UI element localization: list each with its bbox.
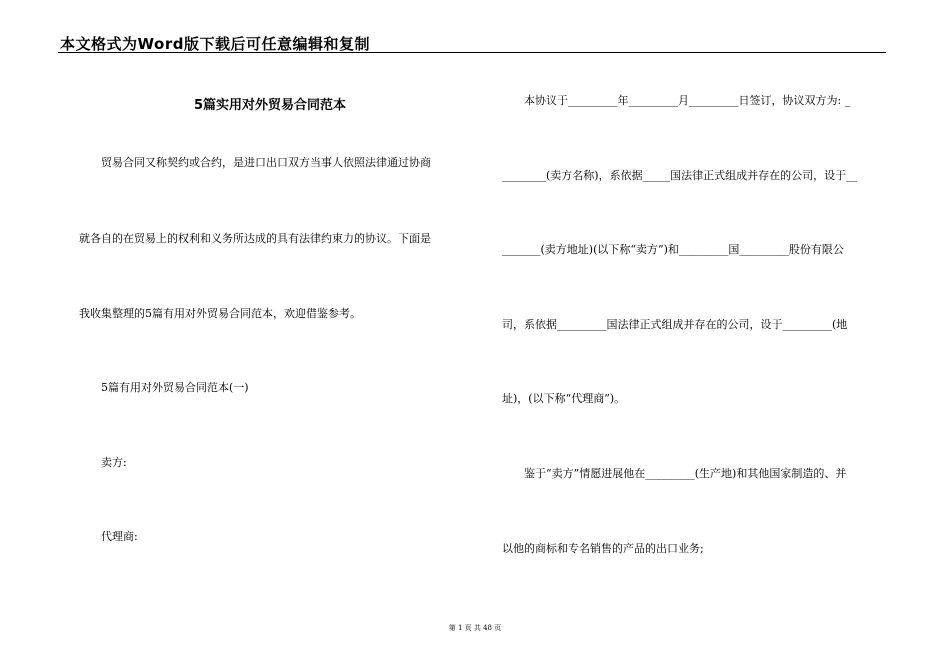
page-number: 第 1 页 共 48 页: [448, 624, 502, 632]
right-paragraph-line: 以他的商标和专名销售的产品的出口业务;: [502, 542, 704, 555]
left-paragraph-line: 就各自的在贸易上的权利和义务所达成的具有法律约束力的协议。下面是: [79, 232, 431, 245]
section-heading: 5篇有用对外贸易合同范本(一): [101, 381, 249, 394]
right-paragraph-line: 司，系依据_________国法律正式组成并存在的公司，设于_________(地: [502, 318, 848, 331]
agent-label: 代理商:: [101, 530, 138, 543]
left-paragraph-line: 贸易合同又称契约或合约，是进口出口双方当事人依照法律通过协商: [101, 156, 431, 169]
left-paragraph-line: 我收集整理的5篇有用对外贸易合同范本，欢迎借鉴参考。: [79, 307, 361, 320]
seller-label: 卖方:: [101, 456, 127, 469]
document-banner: 本文格式为Word版下载后可任意编辑和复制: [60, 35, 370, 53]
page-title: 5篇实用对外贸易合同范本: [193, 98, 347, 113]
right-paragraph-line: 本协议于_________年_________月_________日签订，协议双方为: _: [524, 94, 851, 107]
header-rule: [58, 52, 886, 53]
right-paragraph-line: 址)，(以下称“代理商”)。: [502, 392, 626, 405]
right-paragraph-line: 鉴于“卖方”情愿进展他在_________(生产地)和其他国家制造的、并: [524, 467, 847, 480]
right-paragraph-line: _______(卖方地址)(以下称“卖方”)和_________国_________股份有限公: [502, 243, 844, 256]
right-paragraph-line: ________(卖方名称)，系依据_____国法律正式组成并存在的公司，设于__: [502, 169, 858, 182]
